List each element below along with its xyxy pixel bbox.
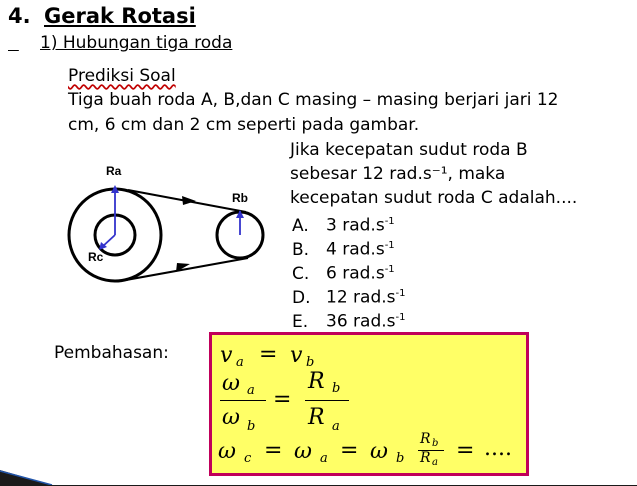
fraction-line	[305, 400, 349, 401]
option-exponent: -1	[395, 312, 406, 323]
math-equals: =	[340, 438, 359, 463]
math-sub-a: a	[332, 419, 340, 434]
fraction-line	[220, 400, 266, 401]
question-line: Tiga buah roda A, B,dan C masing – masing berjari jari 12	[68, 90, 559, 110]
math-r: R	[308, 405, 325, 430]
math-omega: ω	[294, 439, 312, 464]
math-sub-b: b	[306, 355, 315, 370]
math-equals: =	[273, 387, 292, 412]
option-letter: A.	[292, 215, 309, 236]
solution-label: Pembahasan:	[54, 343, 169, 363]
option-value: 3 rad.s	[326, 215, 385, 236]
math-omega: ω	[218, 439, 236, 464]
label-ra: Ra	[106, 164, 122, 178]
question-line: Jika kecepatan sudut roda B	[290, 140, 528, 160]
option-value: 36 rad.s	[326, 311, 396, 332]
label-rc: Rc	[88, 250, 104, 264]
subheading: 1) Hubungan tiga roda	[40, 33, 233, 53]
math-r: R	[308, 369, 325, 394]
option-exponent: -1	[384, 240, 395, 251]
option-letter: B.	[292, 239, 310, 260]
option-exponent: -1	[395, 288, 406, 299]
math-dots: ....	[484, 436, 512, 461]
heading-number: 4.	[8, 4, 31, 28]
belt-arrow-top	[182, 196, 196, 205]
math-sub-a: a	[432, 457, 438, 468]
option-value: 6 rad.s	[326, 263, 385, 284]
question-line: sebesar 12 rad.s⁻¹, maka	[290, 164, 506, 184]
math-sub-b: b	[396, 451, 405, 466]
option-e	[292, 306, 405, 334]
math-sub-a: a	[236, 355, 244, 370]
section-label: Prediksi Soal	[68, 66, 176, 86]
math-omega: ω	[222, 371, 240, 396]
label-rb: Rb	[232, 191, 248, 205]
option-exponent: -1	[384, 264, 395, 275]
slide-footer-bar	[0, 470, 637, 486]
math-v: v	[290, 343, 303, 368]
option-letter: C.	[292, 263, 310, 284]
question-line: cm, 6 cm dan 2 cm seperti pada gambar.	[68, 115, 420, 135]
wheels-figure	[60, 155, 275, 295]
math-equals: =	[264, 438, 283, 463]
math-omega: ω	[370, 439, 388, 464]
option-value: 4 rad.s	[326, 239, 385, 260]
option-letter: D.	[292, 287, 311, 308]
math-sub-b: b	[332, 381, 341, 396]
option-exponent: -1	[384, 216, 395, 227]
solution-box	[209, 332, 529, 476]
math-equals: =	[259, 342, 278, 367]
math-sub-c: c	[244, 451, 252, 466]
option-letter: E.	[292, 311, 309, 332]
math-r: R	[420, 450, 431, 466]
math-v: v	[220, 343, 233, 368]
subheading-bullet	[8, 34, 19, 54]
question-line: kecepatan sudut roda C adalah....	[290, 188, 578, 208]
math-equals: =	[456, 438, 475, 463]
math-sub-b: b	[247, 419, 256, 434]
math-sub-a: a	[247, 383, 255, 398]
heading-title: Gerak Rotasi	[44, 4, 196, 28]
math-r: R	[420, 431, 431, 447]
math-sub-a: a	[320, 451, 328, 466]
option-value: 12 rad.s	[326, 287, 396, 308]
math-omega: ω	[222, 405, 240, 430]
math-sub-b: b	[432, 438, 439, 449]
